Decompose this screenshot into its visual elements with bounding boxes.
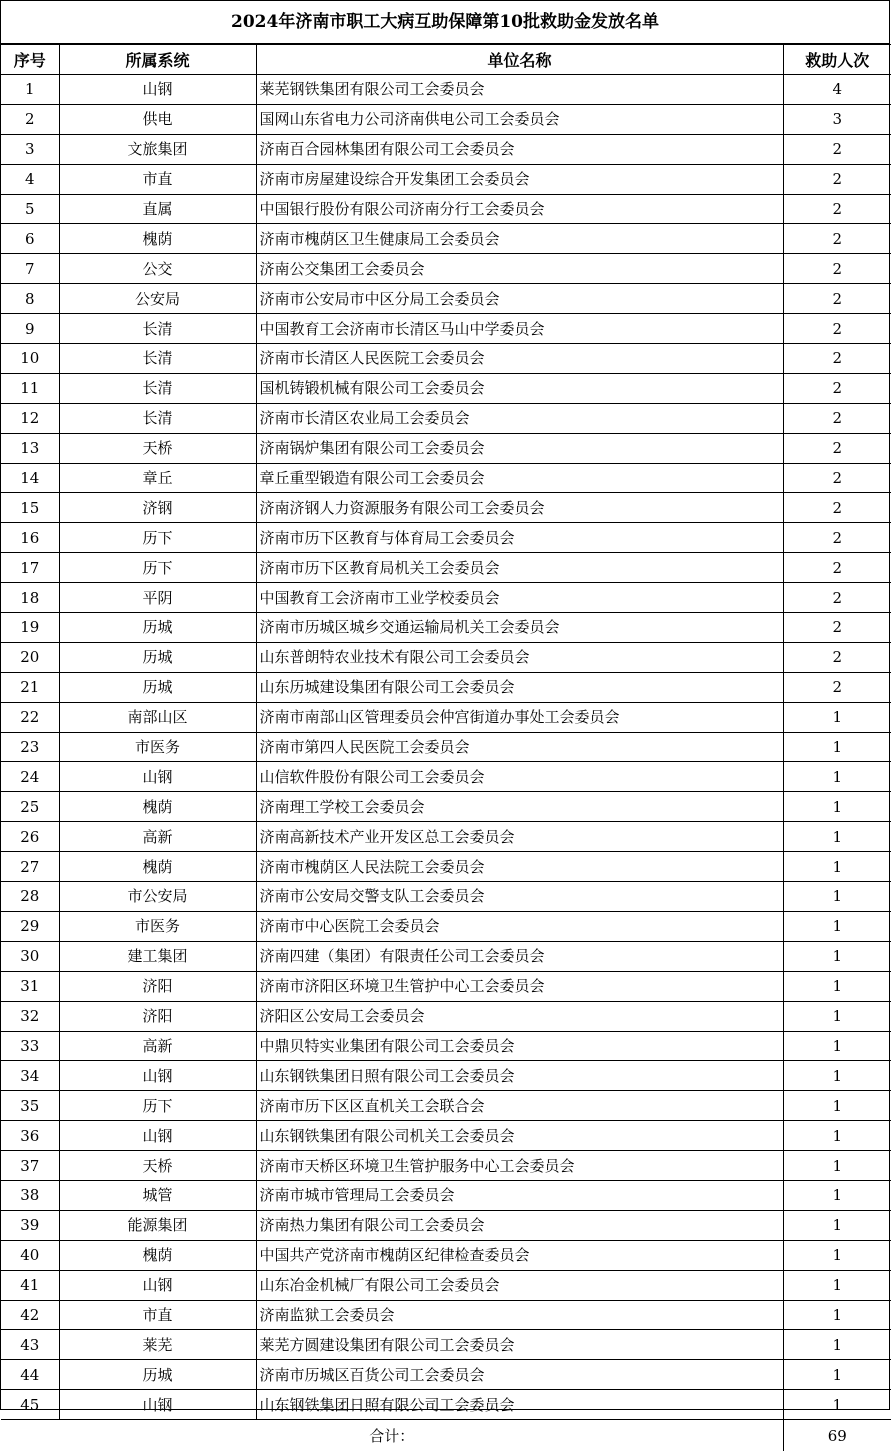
row-count: 2: [783, 672, 891, 702]
row-system: 山钢: [59, 1061, 256, 1091]
table-row: [1, 852, 891, 882]
row-system: 槐荫: [59, 852, 256, 882]
table-row: [1, 822, 891, 852]
row-system: 建工集团: [59, 941, 256, 971]
row-unit: 济南市长清区人民医院工会委员会: [256, 344, 783, 374]
row-count: 1: [783, 941, 891, 971]
row-count: 1: [783, 1121, 891, 1151]
row-count: 1: [783, 971, 891, 1001]
table-row: [1, 882, 891, 912]
row-system: 章丘: [59, 463, 256, 493]
row-count: 2: [783, 583, 891, 613]
row-system: 山钢: [59, 75, 256, 105]
row-count: 1: [783, 1091, 891, 1121]
row-unit: 济南济钢人力资源服务有限公司工会委员会: [256, 493, 783, 523]
row-system: 历城: [59, 613, 256, 643]
row-unit: 中国银行股份有限公司济南分行工会委员会: [256, 194, 783, 224]
table-row: [1, 1091, 891, 1121]
row-system: 高新: [59, 822, 256, 852]
table-row: [1, 194, 891, 224]
row-seq: 26: [1, 822, 59, 852]
row-seq: 24: [1, 762, 59, 792]
row-unit: 济南市历下区教育与体育局工会委员会: [256, 523, 783, 553]
table-row: [1, 1061, 891, 1091]
row-system: 平阴: [59, 583, 256, 613]
row-system: 文旅集团: [59, 134, 256, 164]
row-count: 2: [783, 553, 891, 583]
row-seq: 8: [1, 284, 59, 314]
row-count: 1: [783, 1031, 891, 1061]
table-row: [1, 493, 891, 523]
row-unit: 济南市公安局市中区分局工会委员会: [256, 284, 783, 314]
row-seq: 36: [1, 1121, 59, 1151]
row-seq: 32: [1, 1001, 59, 1031]
row-system: 济阳: [59, 971, 256, 1001]
row-unit: 山东钢铁集团日照有限公司工会委员会: [256, 1061, 783, 1091]
row-count: 2: [783, 224, 891, 254]
row-count: 2: [783, 523, 891, 553]
table-row: [1, 1210, 891, 1240]
row-count: 4: [783, 75, 891, 105]
row-count: 1: [783, 1390, 891, 1420]
row-system: 莱芜: [59, 1330, 256, 1360]
row-system: 历城: [59, 642, 256, 672]
row-count: 1: [783, 1180, 891, 1210]
row-system: 历下: [59, 523, 256, 553]
row-system: 长清: [59, 403, 256, 433]
row-unit: 济南市城市管理局工会委员会: [256, 1180, 783, 1210]
row-seq: 4: [1, 164, 59, 194]
total-label: 合计：: [1, 1420, 783, 1451]
table-row: [1, 284, 891, 314]
row-seq: 21: [1, 672, 59, 702]
row-count: 2: [783, 194, 891, 224]
row-seq: 22: [1, 702, 59, 732]
total-value: 69: [783, 1420, 891, 1451]
table-row: [1, 344, 891, 374]
row-unit: 济南市历下区区直机关工会联合会: [256, 1091, 783, 1121]
table-row: [1, 553, 891, 583]
row-seq: 44: [1, 1360, 59, 1390]
row-count: 2: [783, 314, 891, 344]
row-unit: 济南市公安局交警支队工会委员会: [256, 882, 783, 912]
row-system: 槐荫: [59, 224, 256, 254]
table-row: [1, 911, 891, 941]
row-seq: 23: [1, 732, 59, 762]
row-unit: 山东历城建设集团有限公司工会委员会: [256, 672, 783, 702]
row-count: 2: [783, 463, 891, 493]
row-seq: 29: [1, 911, 59, 941]
table-row: [1, 762, 891, 792]
table-row: [1, 134, 891, 164]
row-seq: 38: [1, 1180, 59, 1210]
row-count: 2: [783, 284, 891, 314]
table-row: [1, 702, 891, 732]
row-unit: 章丘重型锻造有限公司工会委员会: [256, 463, 783, 493]
row-count: 1: [783, 1001, 891, 1031]
row-seq: 11: [1, 373, 59, 403]
row-count: 2: [783, 164, 891, 194]
document-title: 2024年济南市职工大病互助保障第10批救助金发放名单: [1, 1, 889, 44]
row-unit: 济南市历下区教育局机关工会委员会: [256, 553, 783, 583]
row-count: 1: [783, 1360, 891, 1390]
row-unit: 中国教育工会济南市工业学校委员会: [256, 583, 783, 613]
row-count: 1: [783, 792, 891, 822]
row-count: 2: [783, 254, 891, 284]
row-system: 历城: [59, 672, 256, 702]
row-count: 1: [783, 1270, 891, 1300]
row-system: 市公安局: [59, 882, 256, 912]
table-row: [1, 1300, 891, 1330]
row-system: 能源集团: [59, 1210, 256, 1240]
header-unit: 单位名称: [256, 45, 783, 75]
row-seq: 17: [1, 553, 59, 583]
row-count: 1: [783, 1151, 891, 1181]
row-unit: 济南监狱工会委员会: [256, 1300, 783, 1330]
row-system: 直属: [59, 194, 256, 224]
row-system: 槐荫: [59, 792, 256, 822]
row-seq: 19: [1, 613, 59, 643]
row-seq: 2: [1, 104, 59, 134]
row-count: 1: [783, 1300, 891, 1330]
header-seq: 序号: [1, 45, 59, 75]
row-count: 1: [783, 1061, 891, 1091]
row-count: 1: [783, 911, 891, 941]
row-seq: 12: [1, 403, 59, 433]
row-unit: 中国共产党济南市槐荫区纪律检查委员会: [256, 1240, 783, 1270]
row-system: 历下: [59, 1091, 256, 1121]
table-row: [1, 792, 891, 822]
row-system: 山钢: [59, 762, 256, 792]
row-seq: 28: [1, 882, 59, 912]
table-row: [1, 1330, 891, 1360]
row-seq: 25: [1, 792, 59, 822]
row-system: 槐荫: [59, 1240, 256, 1270]
row-count: 2: [783, 403, 891, 433]
row-seq: 1: [1, 75, 59, 105]
row-system: 济钢: [59, 493, 256, 523]
row-seq: 9: [1, 314, 59, 344]
row-unit: 济南锅炉集团有限公司工会委员会: [256, 433, 783, 463]
row-system: 市直: [59, 164, 256, 194]
row-count: 2: [783, 613, 891, 643]
table-row: [1, 314, 891, 344]
row-seq: 14: [1, 463, 59, 493]
row-count: 1: [783, 1210, 891, 1240]
row-system: 山钢: [59, 1121, 256, 1151]
row-unit: 中国教育工会济南市长清区马山中学委员会: [256, 314, 783, 344]
row-system: 天桥: [59, 433, 256, 463]
table-row: [1, 523, 891, 553]
table-row: [1, 1151, 891, 1181]
row-seq: 18: [1, 583, 59, 613]
relief-table: [1, 44, 891, 1451]
row-unit: 济南市南部山区管理委员会仲宫街道办事处工会委员会: [256, 702, 783, 732]
row-count: 1: [783, 822, 891, 852]
row-seq: 20: [1, 642, 59, 672]
row-unit: 济南市房屋建设综合开发集团工会委员会: [256, 164, 783, 194]
row-system: 山钢: [59, 1390, 256, 1420]
row-count: 2: [783, 642, 891, 672]
table-row: [1, 1001, 891, 1031]
row-unit: 国网山东省电力公司济南供电公司工会委员会: [256, 104, 783, 134]
row-count: 2: [783, 344, 891, 374]
header-count: 救助人次: [783, 45, 891, 75]
row-seq: 40: [1, 1240, 59, 1270]
row-seq: 45: [1, 1390, 59, 1420]
row-system: 长清: [59, 314, 256, 344]
row-unit: 中鼎贝特实业集团有限公司工会委员会: [256, 1031, 783, 1061]
row-unit: 山东冶金机械厂有限公司工会委员会: [256, 1270, 783, 1300]
row-system: 市医务: [59, 732, 256, 762]
table-row: [1, 672, 891, 702]
row-unit: 山东钢铁集团日照有限公司工会委员会: [256, 1390, 783, 1420]
row-seq: 15: [1, 493, 59, 523]
row-system: 市直: [59, 1300, 256, 1330]
row-unit: 济阳区公安局工会委员会: [256, 1001, 783, 1031]
row-system: 天桥: [59, 1151, 256, 1181]
row-seq: 37: [1, 1151, 59, 1181]
row-seq: 42: [1, 1300, 59, 1330]
row-unit: 济南理工学校工会委员会: [256, 792, 783, 822]
row-count: 1: [783, 1240, 891, 1270]
row-system: 城管: [59, 1180, 256, 1210]
row-system: 南部山区: [59, 702, 256, 732]
row-system: 高新: [59, 1031, 256, 1061]
row-seq: 31: [1, 971, 59, 1001]
table-row: [1, 463, 891, 493]
row-unit: 济南市槐荫区卫生健康局工会委员会: [256, 224, 783, 254]
row-system: 山钢: [59, 1270, 256, 1300]
total-row: [1, 1420, 891, 1451]
row-system: 济阳: [59, 1001, 256, 1031]
row-seq: 43: [1, 1330, 59, 1360]
row-unit: 国机铸锻机械有限公司工会委员会: [256, 373, 783, 403]
table-row: [1, 254, 891, 284]
row-unit: 济南热力集团有限公司工会委员会: [256, 1210, 783, 1240]
row-unit: 山东普朗特农业技术有限公司工会委员会: [256, 642, 783, 672]
table-row: [1, 224, 891, 254]
row-unit: 济南市第四人民医院工会委员会: [256, 732, 783, 762]
table-row: [1, 1390, 891, 1420]
table-row: [1, 971, 891, 1001]
row-seq: 13: [1, 433, 59, 463]
row-unit: 济南市历城区百货公司工会委员会: [256, 1360, 783, 1390]
row-count: 1: [783, 852, 891, 882]
table-row: [1, 732, 891, 762]
row-unit: 山信软件股份有限公司工会委员会: [256, 762, 783, 792]
table-row: [1, 164, 891, 194]
row-seq: 16: [1, 523, 59, 553]
row-count: 3: [783, 104, 891, 134]
row-unit: 济南高新技术产业开发区总工会委员会: [256, 822, 783, 852]
row-seq: 35: [1, 1091, 59, 1121]
row-system: 历下: [59, 553, 256, 583]
table-row: [1, 1270, 891, 1300]
table-row: [1, 1031, 891, 1061]
row-count: 1: [783, 1330, 891, 1360]
table-row: [1, 403, 891, 433]
table-row: [1, 1180, 891, 1210]
row-system: 供电: [59, 104, 256, 134]
table-row: [1, 613, 891, 643]
row-system: 长清: [59, 373, 256, 403]
row-seq: 41: [1, 1270, 59, 1300]
table-body: [1, 75, 891, 1420]
row-seq: 33: [1, 1031, 59, 1061]
row-unit: 莱芜方圆建设集团有限公司工会委员会: [256, 1330, 783, 1360]
table-row: [1, 373, 891, 403]
row-unit: 山东钢铁集团有限公司机关工会委员会: [256, 1121, 783, 1151]
row-count: 2: [783, 433, 891, 463]
row-count: 1: [783, 762, 891, 792]
row-seq: 27: [1, 852, 59, 882]
table-row: [1, 104, 891, 134]
table-row: [1, 433, 891, 463]
row-count: 2: [783, 493, 891, 523]
row-unit: 济南市济阳区环境卫生管护中心工会委员会: [256, 971, 783, 1001]
table-row: [1, 941, 891, 971]
table-row: [1, 75, 891, 105]
row-system: 长清: [59, 344, 256, 374]
row-unit: 济南市天桥区环境卫生管护服务中心工会委员会: [256, 1151, 783, 1181]
row-seq: 30: [1, 941, 59, 971]
row-system: 历城: [59, 1360, 256, 1390]
table-header-row: [1, 45, 891, 75]
row-seq: 3: [1, 134, 59, 164]
row-system: 公交: [59, 254, 256, 284]
row-seq: 7: [1, 254, 59, 284]
row-unit: 济南百合园林集团有限公司工会委员会: [256, 134, 783, 164]
row-count: 1: [783, 702, 891, 732]
row-count: 1: [783, 882, 891, 912]
table-row: [1, 642, 891, 672]
row-unit: 济南市历城区城乡交通运输局机关工会委员会: [256, 613, 783, 643]
row-unit: 济南市长清区农业局工会委员会: [256, 403, 783, 433]
table-row: [1, 1121, 891, 1151]
row-unit: 济南公交集团工会委员会: [256, 254, 783, 284]
row-seq: 6: [1, 224, 59, 254]
row-unit: 莱芜钢铁集团有限公司工会委员会: [256, 75, 783, 105]
row-unit: 济南市槐荫区人民法院工会委员会: [256, 852, 783, 882]
row-system: 市医务: [59, 911, 256, 941]
row-count: 2: [783, 373, 891, 403]
row-count: 2: [783, 134, 891, 164]
row-seq: 39: [1, 1210, 59, 1240]
row-unit: 济南市中心医院工会委员会: [256, 911, 783, 941]
row-unit: 济南四建（集团）有限责任公司工会委员会: [256, 941, 783, 971]
row-count: 1: [783, 732, 891, 762]
header-system: 所属系统: [59, 45, 256, 75]
row-seq: 34: [1, 1061, 59, 1091]
row-system: 公安局: [59, 284, 256, 314]
table-row: [1, 1240, 891, 1270]
row-seq: 5: [1, 194, 59, 224]
table-row: [1, 1360, 891, 1390]
row-seq: 10: [1, 344, 59, 374]
table-row: [1, 583, 891, 613]
